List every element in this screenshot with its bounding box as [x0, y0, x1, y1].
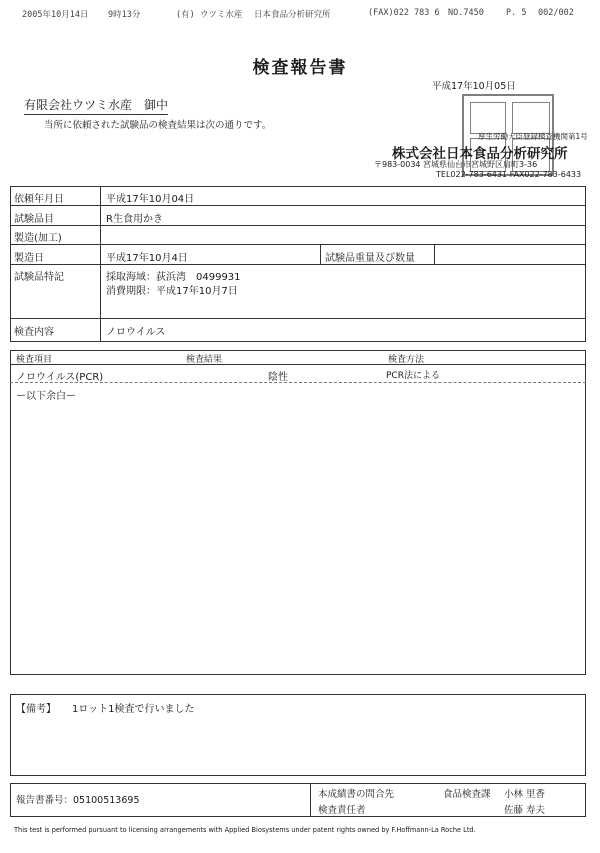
report-number: 報告書番号：05100513695: [16, 795, 140, 806]
company-tel-fax: TEL022-783-6431 FAX022-783-6433: [436, 170, 582, 179]
label-test-content: 検査内容: [14, 327, 54, 338]
fax-sender-2: 日本食品分析研究所: [254, 10, 331, 20]
fax-date: 2005年10月14日: [22, 10, 89, 20]
value-test-notes-2: 消費期限：平成17年10月7日: [106, 286, 238, 297]
result-item: ノロウイルス(PCR): [16, 372, 104, 383]
company-name: 株式会社日本食品分析研究所: [392, 146, 568, 162]
label-manufacture-date: 製造日: [14, 253, 44, 264]
value-request-date: 平成17年10月04日: [106, 194, 195, 205]
fax-page-count: 002/002: [538, 8, 574, 18]
fax-page-number: NO.7450: [448, 8, 484, 18]
value-manufacture-date: 平成17年10月4日: [106, 253, 188, 264]
remarks-text: 1ロット1検査で行いました: [72, 704, 195, 715]
value-test-content: ノロウイルス: [106, 327, 166, 338]
license-note: This test is performed pursuant to licensing arrangements with Applied Biosystems under patent rights owned by F.Hoffmann-La Roche Ltd.: [14, 826, 476, 834]
header-test-item: 検査項目: [16, 355, 53, 365]
company-address: 〒983-0034 宮城県仙台市宮城野区扇町3-36: [374, 160, 538, 169]
remarks-label: 【備考】: [16, 704, 56, 715]
issue-date: 平成17年10月05日: [432, 81, 516, 92]
fax-sender: (有) ウツミ水産: [176, 10, 243, 20]
end-marker: ー以下余白ー: [16, 391, 76, 402]
label-test-item: 試験品目: [14, 214, 54, 225]
label-weight-quantity: 試験品重量及び数量: [325, 253, 415, 264]
label-manufacturing: 製造(加工): [14, 233, 62, 244]
label-request-date: 依頼年月日: [14, 194, 64, 205]
header-test-result: 検査結果: [186, 355, 223, 365]
header-test-method: 検査方法: [388, 355, 425, 365]
inquiry-department: 食品検査課: [443, 789, 491, 800]
document-title: 検査報告書: [252, 58, 348, 78]
value-test-item: R生食用かき: [106, 214, 163, 225]
fax-page: P. 5: [506, 8, 527, 18]
results-table: [10, 350, 586, 675]
registration-text: 厚生労働大臣登録検査機関第1号: [478, 132, 588, 141]
inquiry-label: 本成績書の問合先: [318, 789, 395, 800]
responsible-name: 佐藤 寿夫: [504, 805, 546, 816]
result-value: 陰性: [268, 372, 288, 383]
recipient: 有限会社ウツミ水産 御中: [24, 96, 168, 115]
inquiry-name: 小林 里香: [504, 789, 546, 800]
result-method: PCR法による: [386, 371, 440, 381]
responsible-label: 検査責任者: [318, 805, 366, 816]
value-test-notes-1: 採取海域：荻浜湾 0499931: [106, 272, 241, 283]
intro-text: 当所に依頼された試験品の検査結果は次の通りです。: [44, 120, 272, 131]
fax-time: 9時13分: [108, 10, 141, 20]
label-test-notes: 試験品特記: [14, 272, 64, 283]
fax-number: (FAX)022 783 6: [368, 8, 440, 18]
